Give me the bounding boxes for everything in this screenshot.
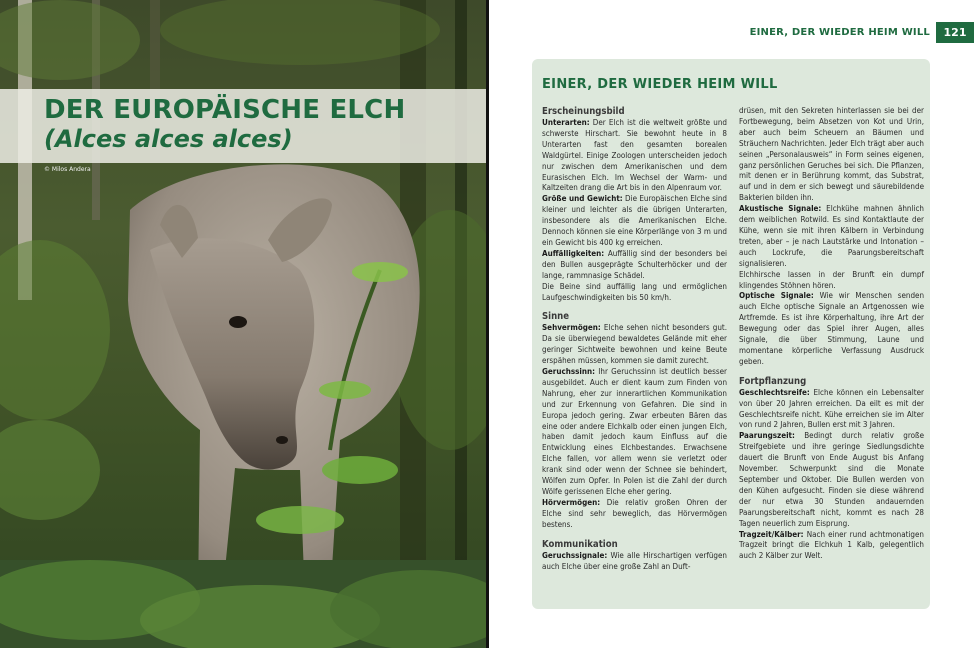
section-heading: Erscheinungsbild xyxy=(542,106,625,117)
text-paragraph xyxy=(542,194,727,249)
text-paragraph xyxy=(739,204,924,269)
paragraph-text: Die Europäischen Elche sind kleiner und leichter als die übrigen Unterarten, insbesondere als die Amerikanischen Elche. Dennoch können sie eine Körperlänge von 3 m und ein Gewicht bis 400 kg erreichen. xyxy=(542,194,728,247)
term-label: Geschlechtsreife: xyxy=(739,387,810,397)
page-gutter xyxy=(486,0,489,648)
text-paragraph xyxy=(739,530,924,563)
text-paragraph xyxy=(739,106,924,204)
paragraph-text: Auffällig sind der besonders bei den Bullen ausgeprägte Schulterhöcker und der lange, rammnasige Schädel. xyxy=(542,248,727,280)
term-label: Optische Signale: xyxy=(739,291,814,301)
text-paragraph xyxy=(542,249,727,282)
paragraph-text: Wie wir Menschen senden auch Elche optische Signale an Artgenossen wie Artfremde. Es ist ihre Körperhaltung, ihre Art der Bewegung oder das Spiel ihrer Augen, alles Signale, die über Stimmung, Laune und momentane körperliche Verfassung Ausdruck geben. xyxy=(739,291,925,366)
term-label: Unterarten: xyxy=(542,118,590,127)
paragraph-text: Elchkühe mahnen ähnlich dem weiblichen Rotwild. Es sind Kontaktlaute der Kühe, wenn sie mit ihren Kälbern in Verbindung treten, aber – je nach Lautstärke und Intonation – auch Lockrufe, die Paarungsbereitschaft signalisieren. xyxy=(739,204,924,268)
term-label: Größe und Gewicht: xyxy=(542,194,623,204)
term-label: Auffälligkeiten: xyxy=(542,248,605,258)
text-paragraph xyxy=(542,498,727,531)
page-number: 121 xyxy=(936,22,974,43)
section-heading: Fortpflanzung xyxy=(739,375,807,387)
text-column-1 xyxy=(542,106,727,572)
page-subtitle: (Alces alces alces) xyxy=(44,125,293,153)
text-paragraph xyxy=(739,270,924,292)
term-label: Hörvermögen: xyxy=(542,497,601,507)
photo-credit: © Milos Andera xyxy=(44,166,91,173)
left-page xyxy=(0,0,486,648)
text-column-2 xyxy=(739,106,924,562)
term-label: Paarungszeit: xyxy=(739,431,795,441)
text-paragraph xyxy=(542,551,727,573)
term-label: Akustische Signale: xyxy=(739,204,822,214)
term-label: Tragzeit/Kälber: xyxy=(739,529,804,539)
paragraph-text: drüsen, mit den Sekreten hinterlassen sie bei der Fortbewegung, beim Absetzen von Kot und Urin, aber auch beim Scheuern an Bäumen und Sträuchern Nachrichten. Jeder Elch trägt aber auch seinen „Personalausweis“ in Form seines eigenen, ganz persönlichen Geruches bei sich. Die Pflanzen, mit denen er in Berührung kommt, das Substrat, auf und in dem er sich bewegt und säurebildende Bakterien bilden ihn. xyxy=(739,106,924,203)
paragraph-text: Wie alle Hirschartigen verfügen auch Elche über eine große Zahl an Duft- xyxy=(542,550,727,571)
term-label: Sehvermögen: xyxy=(542,323,601,333)
section-heading: Sinne xyxy=(542,311,570,323)
paragraph-text: Elche können ein Lebensalter von über 20 Jahren erreichen. Da eilt es mit der Geschlechtsreife nicht. Kühe erreichen sie im Alter von rund 2 Jahren, Bullen erst mit 3 Jahren. xyxy=(739,387,924,430)
text-paragraph xyxy=(739,291,924,367)
text-paragraph xyxy=(542,323,727,367)
paragraph-text: Elche sehen nicht besonders gut. Da sie überwiegend bewaldetes Gelände mit eher geringer Sichtweite bewohnen und keine Beute erspähen müssen, kommen sie damit zurecht. xyxy=(542,323,727,366)
text-paragraph xyxy=(542,118,727,194)
running-head: EINER, DER WIEDER HEIM WILL xyxy=(749,27,930,38)
page-title: DER EUROPÄISCHE ELCH xyxy=(44,95,406,125)
paragraph-text: Die Beine sind auffällig lang und ermöglichen Laufgeschwindigkeiten bis 50 km/h. xyxy=(542,281,727,302)
term-label: Geruchssinn: xyxy=(542,367,596,377)
box-heading: EINER, DER WIEDER HEIM WILL xyxy=(542,77,778,92)
term-label: Geruchssignale: xyxy=(542,550,608,560)
paragraph-text: Die relativ großen Ohren der Elche sind sehr beweglich, das Hörvermögen bestens. xyxy=(542,497,727,529)
text-paragraph xyxy=(739,388,924,432)
paragraph-text: Bedingt durch relativ große Streifgebiete und ihre geringe Siedlungsdichte dauert die Brunft von Ende August bis Anfang November. Schwerpunkt sind die Monate September und Oktober. Die Bullen werden von den Kühen aufgesucht. Finden sie diese während der nur etwa 30 Stunden andauernden Paarungsbereitschaft nicht, kommt es nach 28 Tagen neuerlich zum Eisprung. xyxy=(739,431,924,528)
paragraph-text: Elchhirsche lassen in der Brunft ein dumpf klingendes Stöhnen hören. xyxy=(739,269,924,290)
paragraph-text: Nach einer rund achtmonatigen Tragzeit bringt die Elchkuh 1 Kalb, gelegentlich auch 2 Kälber zur Welt. xyxy=(739,529,924,561)
text-paragraph xyxy=(542,367,727,498)
paragraph-text: Der Elch ist die weltweit größte und schwerste Hirschart. Sie bewohnt heute in 8 Unterarten fast den gesamten borealen Waldgürtel. Einige Zoologen unterscheiden jedoch nur zwischen dem Amerikanischen und dem Eurasischen Elch. Im Wechsel der Warm- und Kaltzeiten drang die Art bis in den Alpenraum vor. xyxy=(542,118,727,193)
paragraph-text: Ihr Geruchssinn ist deutlich besser ausgebildet. Auch er dient kaum zum Finden von Nahrung, eher zur innerartlichen Kommunikation und zur Erkennung von Gefahren. Die sind in Europa jedoch gering. Zwar erbeuten Bären das eine oder andere Elchkalb oder einen jungen Elch, haben damit jedoch kaum Einfluss auf die Entwicklung eines Elchbestandes. Erwachsene Elche fallen, vor allem wenn sie verletzt oder krank sind oder wenn der Schnee sie behindert, Wölfen zum Opfer. In Polen ist die Zahl der durch Wölfe gerissenen Elche eher gering. xyxy=(542,367,727,496)
text-paragraph xyxy=(739,431,924,529)
text-paragraph xyxy=(542,282,727,304)
section-heading: Kommunikation xyxy=(542,538,618,550)
